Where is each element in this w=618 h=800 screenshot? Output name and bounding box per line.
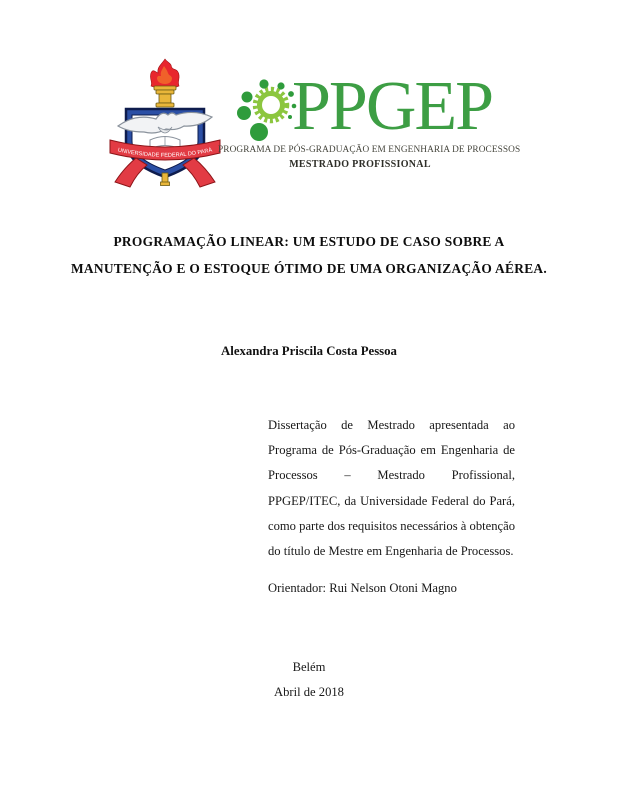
advisor-line: Orientador: Rui Nelson Otoni Magno — [268, 581, 457, 595]
footer-date: Abril de 2018 — [274, 685, 344, 699]
program-name: PROGRAMA DE PÓS-GRADUAÇÃO EM ENGENHARIA DE PROCESSOS — [218, 145, 521, 155]
ufpa-crest-icon — [106, 56, 224, 190]
thesis-title — [49, 229, 569, 282]
author-name: Alexandra Priscila Costa Pessoa — [221, 344, 397, 358]
footer-city: Belém — [292, 660, 326, 674]
dissertation-note: Dissertação de Mestrado apresentada ao Programa de Pós-Graduação em Engenharia de Processos – Mestrado Profissional, PPGEP/ITEC, da Universidade Federal do Pará, como parte dos requisitos necessários à obtenção do título de Mestre em Engenharia de Processos. — [268, 418, 515, 559]
crest-banner-text: UNIVERSIDADE FEDERAL DO PARÁ — [117, 147, 213, 159]
degree-level: MESTRADO PROFISSIONAL — [289, 158, 431, 170]
footer-block — [0, 655, 618, 705]
thesis-title-line-1: PROGRAMAÇÃO LINEAR: UM ESTUDO DE CASO SOBRE A — [113, 234, 505, 249]
thesis-title-line-2: MANUTENÇÃO E O ESTOQUE ÓTIMO DE UMA ORGANIZAÇÃO AÉREA. — [70, 260, 548, 276]
ppgep-wordmark: PPGEP — [292, 68, 493, 145]
program-block — [218, 145, 521, 170]
ppgep-gear-icon — [228, 60, 300, 147]
